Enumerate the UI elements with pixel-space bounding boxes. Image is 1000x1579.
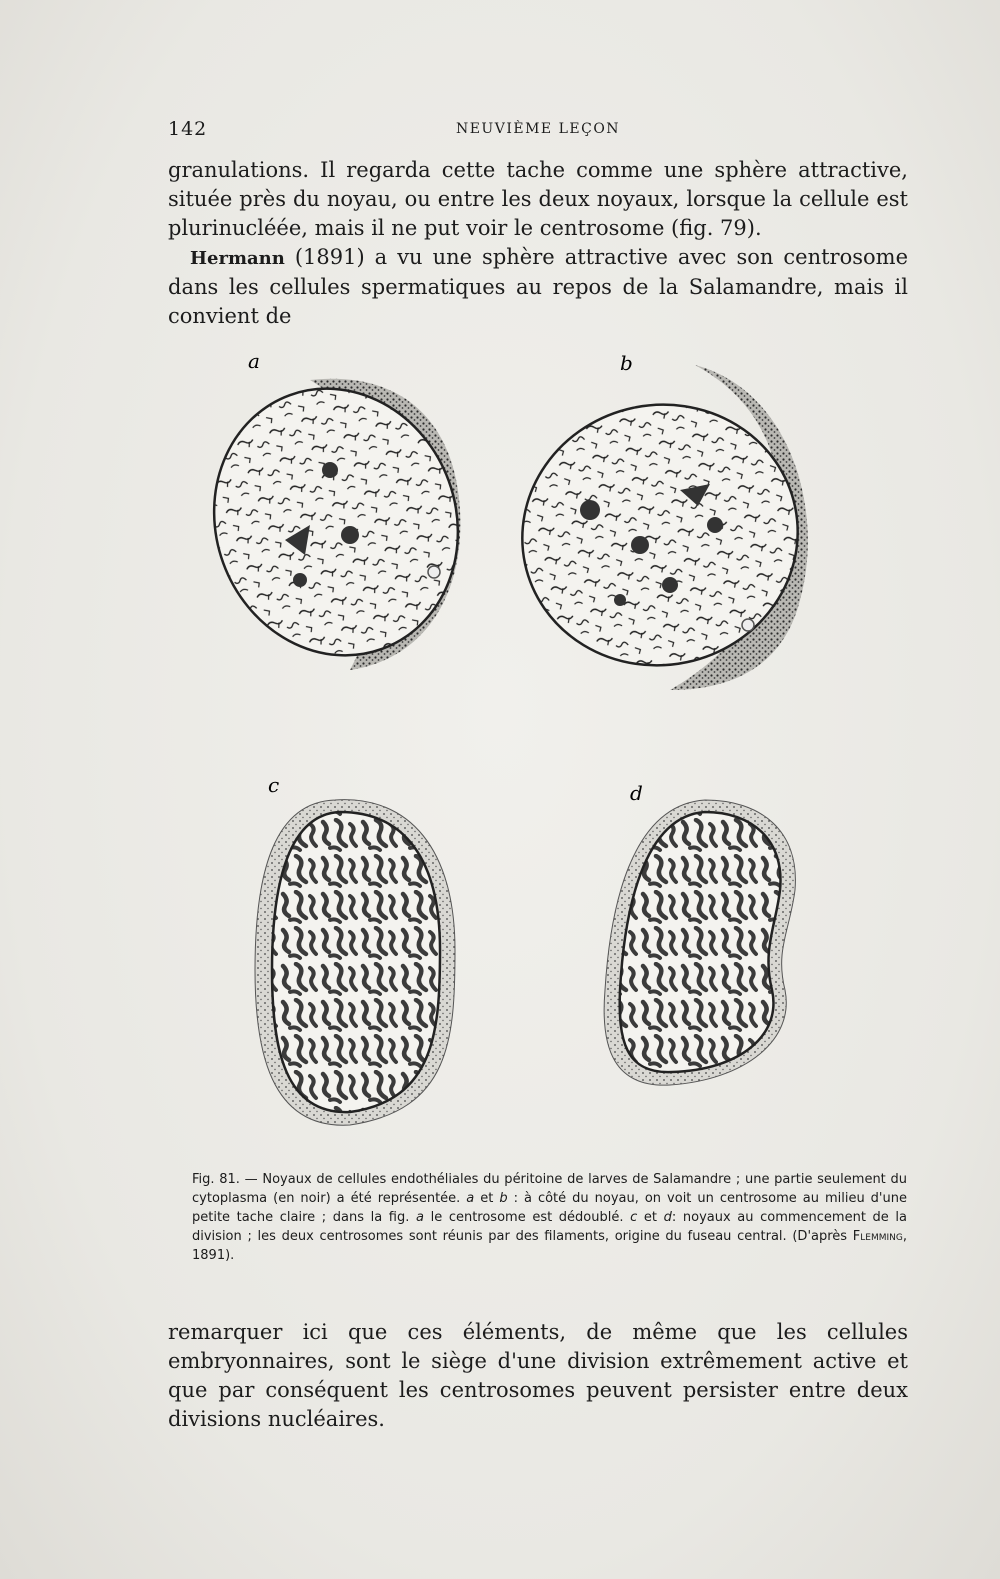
panel-label-b: b — [620, 351, 633, 375]
figure-caption — [192, 1170, 907, 1265]
panel-a — [200, 350, 495, 690]
author-name: Hermann — [190, 248, 285, 269]
page-number: 142 — [168, 118, 208, 140]
paragraph: remarquer ici que ces éléments, de même que les cellules embryonnaires, sont le siège d'une division extrêmement active et que par conséquent les centrosomes peuvent persister entre deux divisions nucléaires. — [168, 1320, 908, 1431]
body-text-bottom — [168, 1318, 908, 1434]
caption-text: et — [637, 1210, 664, 1225]
body-text-top — [168, 156, 908, 331]
panel-c — [255, 773, 455, 1125]
panel-b — [498, 351, 820, 691]
figure-81 — [200, 350, 820, 1140]
caption-ref: a — [466, 1191, 475, 1206]
panel-d — [604, 781, 795, 1085]
nucleus-a — [200, 354, 495, 690]
paragraph-text: (1891) a vu une sphère attractive avec son centrosome dans les cellules spermatiques au repos de la Salamandre, mais il convient de — [168, 245, 908, 328]
panel-label-a: a — [248, 350, 260, 373]
centrosome-b — [742, 619, 754, 631]
running-head: NEUVIÈME LEÇON — [455, 121, 621, 137]
caption-text: le centrosome est dédoublé. — [423, 1210, 631, 1225]
panel-label-d: d — [630, 781, 643, 805]
caption-text: : noyaux au commencement de la division ; les deux centrosomes sont réunis par des filaments, origine du fuseau central. (D'après — [192, 1210, 907, 1244]
caption-text: : à côté du noyau, on voit un centrosome au milieu d'une petite tache claire ; dans la fig. — [192, 1191, 907, 1225]
caption-ref: a — [416, 1210, 424, 1225]
caption-text: et — [474, 1191, 500, 1206]
caption-text: Fig. 81. — Noyaux de cellules endothéliales du péritoine de larves de Salamandre ; une partie seulement du cytoplasma (en noir) a été représentée. — [192, 1172, 907, 1206]
panel-label-c: c — [268, 773, 280, 797]
caption-ref: d — [663, 1210, 672, 1225]
caption-ref: b — [499, 1191, 508, 1206]
paragraph: granulations. Il regarda cette tache comme une sphère attractive, située près du noyau, ou entre les deux noyaux, lorsque la cellule est plurinucléée, mais il ne put voir le centrosome (fig. 79). — [168, 158, 908, 240]
centrosome-a — [428, 566, 440, 578]
caption-ref: c — [630, 1210, 638, 1225]
page-header — [168, 118, 908, 142]
nucleus-c — [272, 812, 440, 1112]
paragraph-hermann — [168, 243, 908, 331]
caption-text: , 1891). — [192, 1229, 907, 1263]
caption-author: Flemming — [852, 1229, 903, 1244]
